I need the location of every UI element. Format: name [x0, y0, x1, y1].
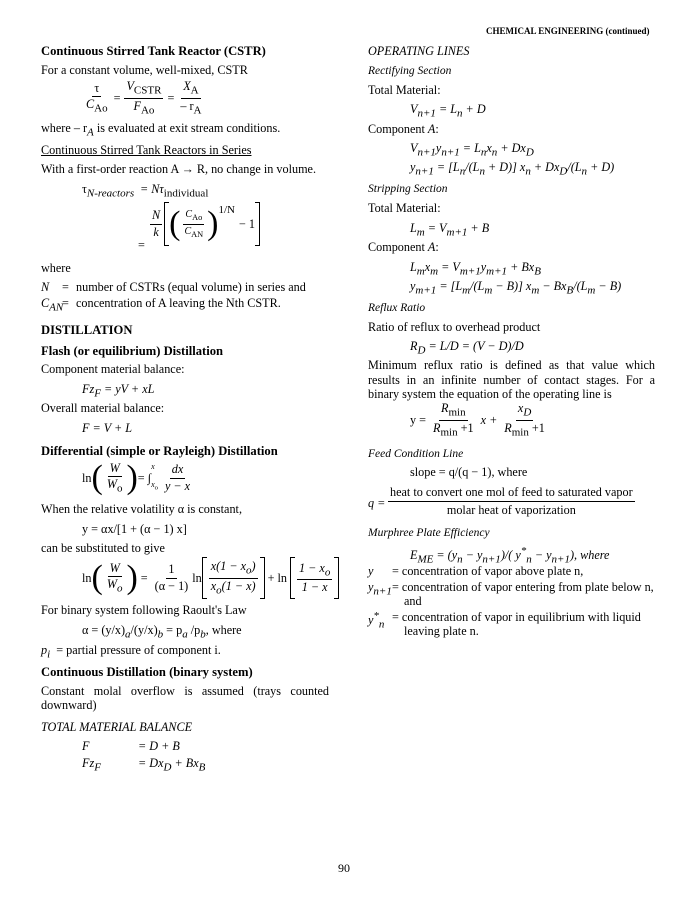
flash-eq1: $Fz_F$ = yV + xL — [82, 382, 155, 400]
tmb-eq1-rhs: = D + B — [138, 739, 180, 753]
def-can-text: concentration of A leaving the Nth CSTR. — [76, 296, 281, 310]
total-material-label-1: Total Material: — [368, 83, 441, 97]
tmb-eq1-lhs: F — [82, 739, 90, 753]
total-material-label-2: Total Material: — [368, 201, 441, 215]
feed-condition-title: Feed Condition Line — [368, 448, 464, 460]
strip-eq1: $L_m = V_{m+1} + B$ — [410, 221, 490, 239]
q-fraction: $\frac{\text{heat to convert one mol of feed to saturated vapor}}{\text{molar heat of vaporization}}$ — [390, 485, 633, 518]
rect-eq2: $V_{n+1}y_{n+1} = L_nx_n + Dx_D$ — [410, 141, 534, 159]
def-can-equals: = — [62, 296, 69, 310]
operating-line-equation: y = $\frac{R_{min}}{R_{min} +1}$ x + $\frac{x_D}{R_{min} +1}$ — [410, 401, 545, 438]
operating-lines-title: OPERATING LINES — [368, 44, 470, 58]
raoult-equation: $\alpha = (y/x)_a/(y/x)_b = p_a$ $/p_b$, where — [82, 623, 242, 641]
flash-title: Flash (or equilibrium) Distillation — [41, 344, 224, 358]
def-ystar-symbol: $y^*_n$ — [368, 610, 385, 631]
fa0-subscript: Ao — [140, 103, 155, 116]
where-label: where — [41, 261, 71, 275]
def-y-symbol: y — [368, 564, 374, 578]
running-header: CHEMICAL ENGINEERING (continued) — [486, 26, 650, 36]
reflux-title: Reflux Ratio — [368, 302, 426, 314]
xa-subscript: A — [190, 84, 199, 97]
distillation-heading: DISTILLATION — [41, 323, 133, 337]
volatility-text: When the relative volatility α is constant, — [41, 502, 242, 516]
def-can-symbol: $C_{AN}$ — [41, 296, 64, 314]
page-number: 90 — [338, 861, 350, 875]
tmb-eq2-rhs: = $Dx_D + Bx_B$ — [138, 756, 206, 774]
ra-symbol: – r — [180, 98, 194, 113]
def-yn1-text: = concentration of vapor entering from plate below n, — [392, 580, 654, 594]
volatility-equation: y = αx/[1 + (α − 1) x] — [82, 522, 187, 536]
tau-symbol: τ — [92, 82, 101, 97]
feed-slope-equation: slope = q/(q − 1), where — [410, 465, 528, 479]
rect-eq1: $V_{n+1} = L_n + D$ — [410, 102, 486, 120]
rectifying-title: Rectifying Section — [368, 65, 452, 77]
substituted-equation: ln ( $\frac{W}{W_o}$ ) = $\frac{1}{(\alpha - 1)}$ ln $\frac{x(1 - x_o)}{x_o(1 - x)}$ + ln $\frac{1 - x_o}{1 - x}$ — [82, 557, 339, 599]
pi-definition: $p_i$ = partial pressure of component i. — [41, 643, 221, 661]
def-n-symbol: N — [41, 280, 50, 294]
series-eq2: $\frac{N}{k}$ ( $\frac{C_{Ao}}{C_{AN}}$ ) $^{1/N}$ − 1 — [148, 202, 260, 246]
rect-eq3: $y_{n+1} = [L_n/(L_n + D)] x_n + Dx_D/(L_n + D)$ — [410, 160, 615, 178]
def-n-text: number of CSTRs (equal volume) in series and — [76, 280, 306, 294]
component-a-label-2: Component A: — [368, 240, 439, 254]
cstr-title: Continuous Stirred Tank Reactor (CSTR) — [41, 44, 266, 58]
stripping-title: Stripping Section — [368, 183, 448, 195]
murphree-title: Murphree Plate Efficiency — [368, 527, 490, 539]
cd-title: Continuous Distillation (binary system) — [41, 665, 253, 679]
raoult-text: For binary system following Raoult's Law — [41, 603, 247, 617]
def-yn1-symbol: $y_{n+1}$ — [368, 580, 392, 598]
xa-symbol: X — [183, 79, 191, 93]
def-ystar-text: = concentration of vapor in equilibrium with liquid — [392, 610, 641, 624]
cd-text: Constant molal overflow is assumed (trays counted downward) — [41, 684, 329, 713]
murphree-equation: $E_{ME} = (y_n - y_{n+1})/$( $y^*_n - y_{n+1}$), where — [410, 545, 610, 566]
ca0-symbol: C — [86, 96, 95, 111]
series-eq1: $\tau_{N-reactors}$ — [82, 182, 135, 200]
reflux-text: Ratio of reflux to overhead product — [368, 320, 541, 334]
strip-eq2: $L_mx_m = V_{m+1}y_{m+1} + Bx_B$ — [410, 260, 541, 278]
fa0-symbol: F — [133, 98, 141, 113]
rayleigh-equation: ln ( $\frac{W}{W_o}$ ) = ∫ x $x_o$ $\frac{dx}{y - x}$ — [82, 459, 191, 496]
v-symbol: V — [126, 79, 134, 93]
tmb-title: TOTAL MATERIAL BALANCE — [41, 720, 193, 734]
ra-subscript: A — [193, 103, 202, 116]
series-eq1-rhs: = $N\tau_{individual}$ — [140, 182, 209, 200]
series-eq2-equals: = — [138, 238, 145, 252]
component-a-label-1: Component A: — [368, 122, 439, 136]
strip-eq3: $y_{m+1} = [L_m/(L_m - B)] x_m - Bx_B/(L_m - B)$ — [410, 279, 622, 297]
min-reflux-text: Minimum reflux ratio is defined as that value which results in an infinite number of contact stages. For a binary system the equation of the operating line is — [368, 358, 655, 401]
def-yn1-text2: and — [404, 594, 422, 608]
ca0-subscript: Ao — [94, 102, 108, 115]
v-subscript: CSTR — [133, 84, 162, 97]
cstr-where: where – $r_A$ is evaluated at exit stream conditions. — [41, 121, 281, 139]
cstr-intro: For a constant volume, well-mixed, CSTR — [41, 63, 248, 77]
rayleigh-title: Differential (simple or Rayleigh) Distillation — [41, 444, 278, 458]
reflux-equation: $R_D = L/D = (V - D)/D$ — [410, 339, 524, 357]
series-intro: With a first-order reaction A → R, no change in volume. — [41, 162, 317, 176]
component-balance-label: Component material balance: — [41, 362, 185, 376]
substituted-text: can be substituted to give — [41, 541, 165, 555]
q-symbol: q = — [368, 496, 386, 510]
series-title: Continuous Stirred Tank Reactors in Series — [41, 143, 252, 157]
def-n-equals: = — [62, 280, 69, 294]
cstr-equation: $\frac{\tau}{C_{Ao}}$ = $\frac{V_{CSTR}}{F_{Ao}}$ = $\frac{X_A}{- r_A}$ — [86, 79, 202, 116]
def-y-text: = concentration of vapor above plate n, — [392, 564, 584, 578]
flash-eq2: F = V + L — [82, 421, 133, 435]
def-ystar-text2: leaving plate n. — [404, 624, 479, 638]
overall-balance-label: Overall material balance: — [41, 401, 165, 415]
tmb-eq2-lhs: $Fz_F$ — [82, 756, 101, 774]
